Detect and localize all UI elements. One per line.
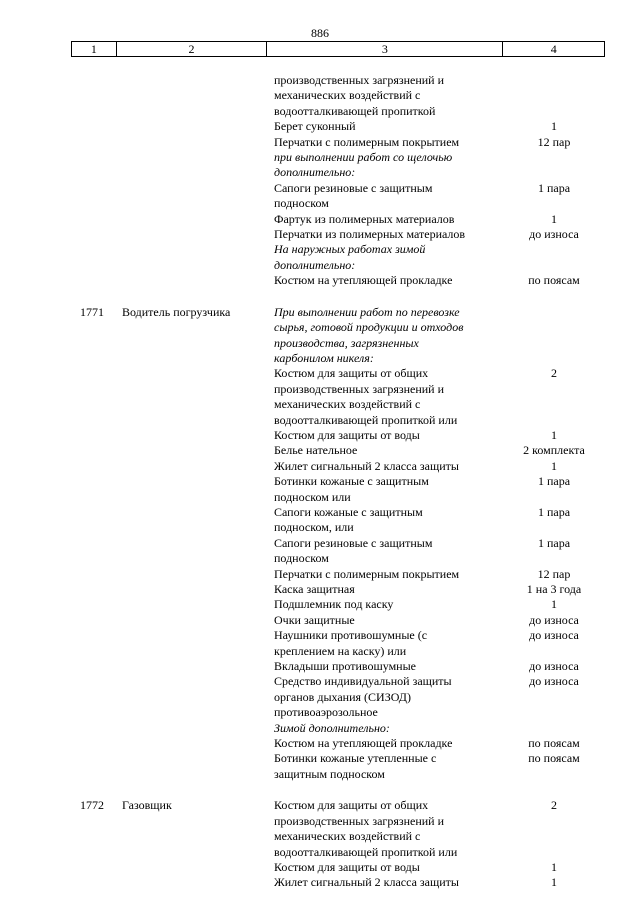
item-description: [274, 119, 494, 134]
description-line: подноском, или: [274, 520, 354, 535]
item-description: [274, 227, 494, 242]
equipment-row: [274, 273, 640, 288]
equipment-row: [274, 119, 640, 134]
item-description: [274, 613, 494, 628]
description-line: Белье нательное: [274, 443, 358, 458]
equipment-list: [274, 798, 640, 890]
item-description: [274, 597, 494, 612]
description-line: Сапоги резиновые с защитным: [274, 180, 433, 195]
equipment-row: [274, 536, 640, 567]
description-line: Сапоги резиновые с защитным: [274, 535, 433, 550]
description-line: сырья, готовой продукции и отходов: [274, 320, 464, 335]
item-description: [274, 567, 494, 582]
description-line: Зимой дополнительно:: [274, 720, 390, 735]
item-description: [274, 73, 494, 119]
description-line: водоотталкивающей пропиткой или: [274, 412, 458, 427]
description-line: карбонилом никеля:: [274, 350, 374, 365]
item-description: [274, 242, 494, 273]
description-line: Жилет сигнальный 2 класса защиты: [274, 875, 459, 890]
item-description: [274, 366, 494, 428]
item-description: [274, 273, 494, 288]
description-line: механических воздействий с: [274, 829, 421, 844]
item-quantity: до износа: [529, 628, 579, 643]
page-number: 886: [311, 26, 329, 40]
equipment-row: [274, 875, 640, 890]
item-quantity: 1: [551, 875, 557, 890]
item-quantity: 1 пара: [537, 535, 571, 550]
item-description: [274, 150, 494, 181]
description-line: производственных загрязнений и: [274, 381, 445, 396]
item-quantity: 1: [551, 859, 557, 874]
description-line: Берет суконный: [274, 119, 356, 134]
description-line: Сапоги кожаные с защитным: [274, 504, 423, 519]
description-line: механических воздействий с: [274, 88, 421, 103]
item-quantity: 12 пар: [537, 566, 571, 581]
description-line: Средство индивидуальной защиты: [274, 674, 452, 689]
description-line: защитным подноском: [274, 766, 385, 781]
description-line: При выполнении работ по перевозке: [274, 304, 460, 319]
table-body: [0, 73, 640, 891]
condition-row: [274, 150, 640, 181]
condition-row: [274, 721, 640, 736]
description-line: противоаэрозольное: [274, 705, 378, 720]
description-line: На наружных работах зимой: [274, 242, 426, 257]
description-line: механических воздействий с: [274, 397, 421, 412]
item-description: [274, 751, 494, 782]
description-line: производственных загрязнений и: [274, 73, 445, 87]
description-line: Костюм для защиты от воды: [274, 859, 420, 874]
item-description: [274, 459, 494, 474]
equipment-row: [274, 628, 640, 659]
description-line: Костюм для защиты от воды: [274, 427, 420, 442]
description-line: Костюм для защиты от общих: [274, 798, 429, 813]
table-header: [71, 41, 605, 57]
description-line: Костюм на утепляющей прокладке: [274, 736, 453, 751]
description-line: подноском или: [274, 489, 351, 504]
item-quantity: 1 пара: [537, 504, 571, 519]
equipment-row: [274, 212, 640, 227]
item-description: [274, 536, 494, 567]
item-description: [274, 181, 494, 212]
equipment-row: [274, 582, 640, 597]
item-description: [274, 443, 494, 458]
description-line: Каска защитная: [274, 582, 355, 596]
description-line: Ботинки кожаные с защитным: [274, 474, 429, 489]
equipment-row: [274, 459, 640, 474]
table-entry: [0, 73, 640, 289]
description-line: Перчатки с полимерным покрытием: [274, 566, 460, 581]
item-quantity: 1 пара: [537, 180, 571, 195]
equipment-row: [274, 674, 640, 720]
item-description: [274, 135, 494, 150]
equipment-row: [274, 474, 640, 505]
description-line: Очки защитные: [274, 612, 355, 627]
equipment-row: [274, 73, 640, 119]
description-line: при выполнении работ со щелочью: [274, 150, 453, 165]
item-quantity: по поясам: [528, 751, 580, 766]
item-description: [274, 582, 494, 597]
item-quantity: 2: [551, 366, 557, 381]
item-quantity: 1: [551, 211, 557, 226]
item-quantity: 1: [551, 427, 557, 442]
description-line: Вкладыши противошумные: [274, 659, 416, 674]
header-col-3: 3: [267, 42, 503, 56]
description-line: органов дыхания (СИЗОД): [274, 689, 411, 704]
description-line: Фартук из полимерных материалов: [274, 211, 455, 226]
item-quantity: [504, 150, 604, 181]
profession-name: Газовщик: [122, 798, 172, 813]
item-description: [274, 474, 494, 505]
equipment-row: [274, 751, 640, 782]
item-description: [274, 860, 494, 875]
item-description: [274, 212, 494, 227]
header-col-2: 2: [117, 42, 267, 56]
condition-row: [274, 242, 640, 273]
item-quantity: 2: [551, 798, 557, 813]
equipment-row: [274, 505, 640, 536]
item-description: [274, 798, 494, 860]
header-col-4: 4: [550, 42, 557, 56]
item-description: [274, 875, 494, 890]
description-line: Ботинки кожаные утепленные с: [274, 751, 437, 766]
equipment-row: [274, 613, 640, 628]
item-description: [274, 505, 494, 536]
item-quantity: по поясам: [528, 736, 580, 751]
item-description: [274, 721, 494, 736]
description-line: Перчатки из полимерных материалов: [274, 227, 466, 242]
equipment-row: [274, 798, 640, 860]
description-line: дополнительно:: [274, 165, 356, 180]
equipment-list: [274, 73, 640, 289]
description-line: Перчатки с полимерным покрытием: [274, 134, 460, 149]
equipment-row: [274, 736, 640, 751]
item-description: [274, 428, 494, 443]
equipment-row: [274, 597, 640, 612]
item-quantity: до износа: [529, 674, 579, 689]
item-description: [274, 659, 494, 674]
item-quantity: до износа: [529, 612, 579, 627]
description-line: водоотталкивающей пропиткой: [274, 103, 436, 118]
item-quantity: [504, 73, 604, 119]
item-quantity: 12 пар: [537, 134, 571, 149]
equipment-row: [274, 135, 640, 150]
entry-number: 1772: [80, 798, 104, 813]
item-quantity: [504, 721, 604, 736]
table-entry: [0, 798, 640, 890]
description-line: водоотталкивающей пропиткой или: [274, 844, 458, 859]
item-quantity: до износа: [529, 227, 579, 242]
item-quantity: 1: [551, 119, 557, 134]
description-line: Жилет сигнальный 2 класса защиты: [274, 458, 459, 473]
table-entry: [0, 305, 640, 783]
equipment-row: [274, 181, 640, 212]
entry-number: 1771: [80, 304, 104, 319]
profession-name: Водитель погрузчика: [122, 304, 231, 319]
equipment-row: [274, 227, 640, 242]
item-quantity: до износа: [529, 659, 579, 674]
item-quantity: 2 комплекта: [523, 443, 585, 458]
equipment-row: [274, 567, 640, 582]
condition-row: [274, 305, 640, 367]
item-quantity: 1 пара: [537, 474, 571, 489]
item-description: [274, 736, 494, 751]
description-line: креплением на каску) или: [274, 643, 407, 658]
item-description: [274, 305, 494, 367]
equipment-row: [274, 443, 640, 458]
description-line: Подшлемник под каску: [274, 597, 394, 612]
item-quantity: 1 на 3 года: [526, 582, 582, 596]
description-line: Костюм для защиты от общих: [274, 366, 429, 381]
equipment-row: [274, 659, 640, 674]
equipment-list: [274, 305, 640, 783]
description-line: производственных загрязнений и: [274, 813, 445, 828]
item-quantity: [504, 242, 604, 273]
item-description: [274, 674, 494, 720]
description-line: Костюм на утепляющей прокладке: [274, 273, 453, 288]
description-line: подноском: [274, 196, 329, 211]
item-quantity: по поясам: [528, 273, 580, 288]
equipment-row: [274, 428, 640, 443]
item-quantity: 1: [551, 458, 557, 473]
header-col-1: 1: [72, 42, 117, 56]
description-line: производства, загрязненных: [274, 335, 419, 350]
description-line: Наушники противошумные (с: [274, 628, 428, 643]
equipment-row: [274, 860, 640, 875]
item-quantity: [504, 305, 604, 367]
description-line: дополнительно:: [274, 257, 356, 272]
item-description: [274, 628, 494, 659]
equipment-row: [274, 366, 640, 428]
description-line: подноском: [274, 551, 329, 566]
item-quantity: 1: [551, 597, 557, 612]
